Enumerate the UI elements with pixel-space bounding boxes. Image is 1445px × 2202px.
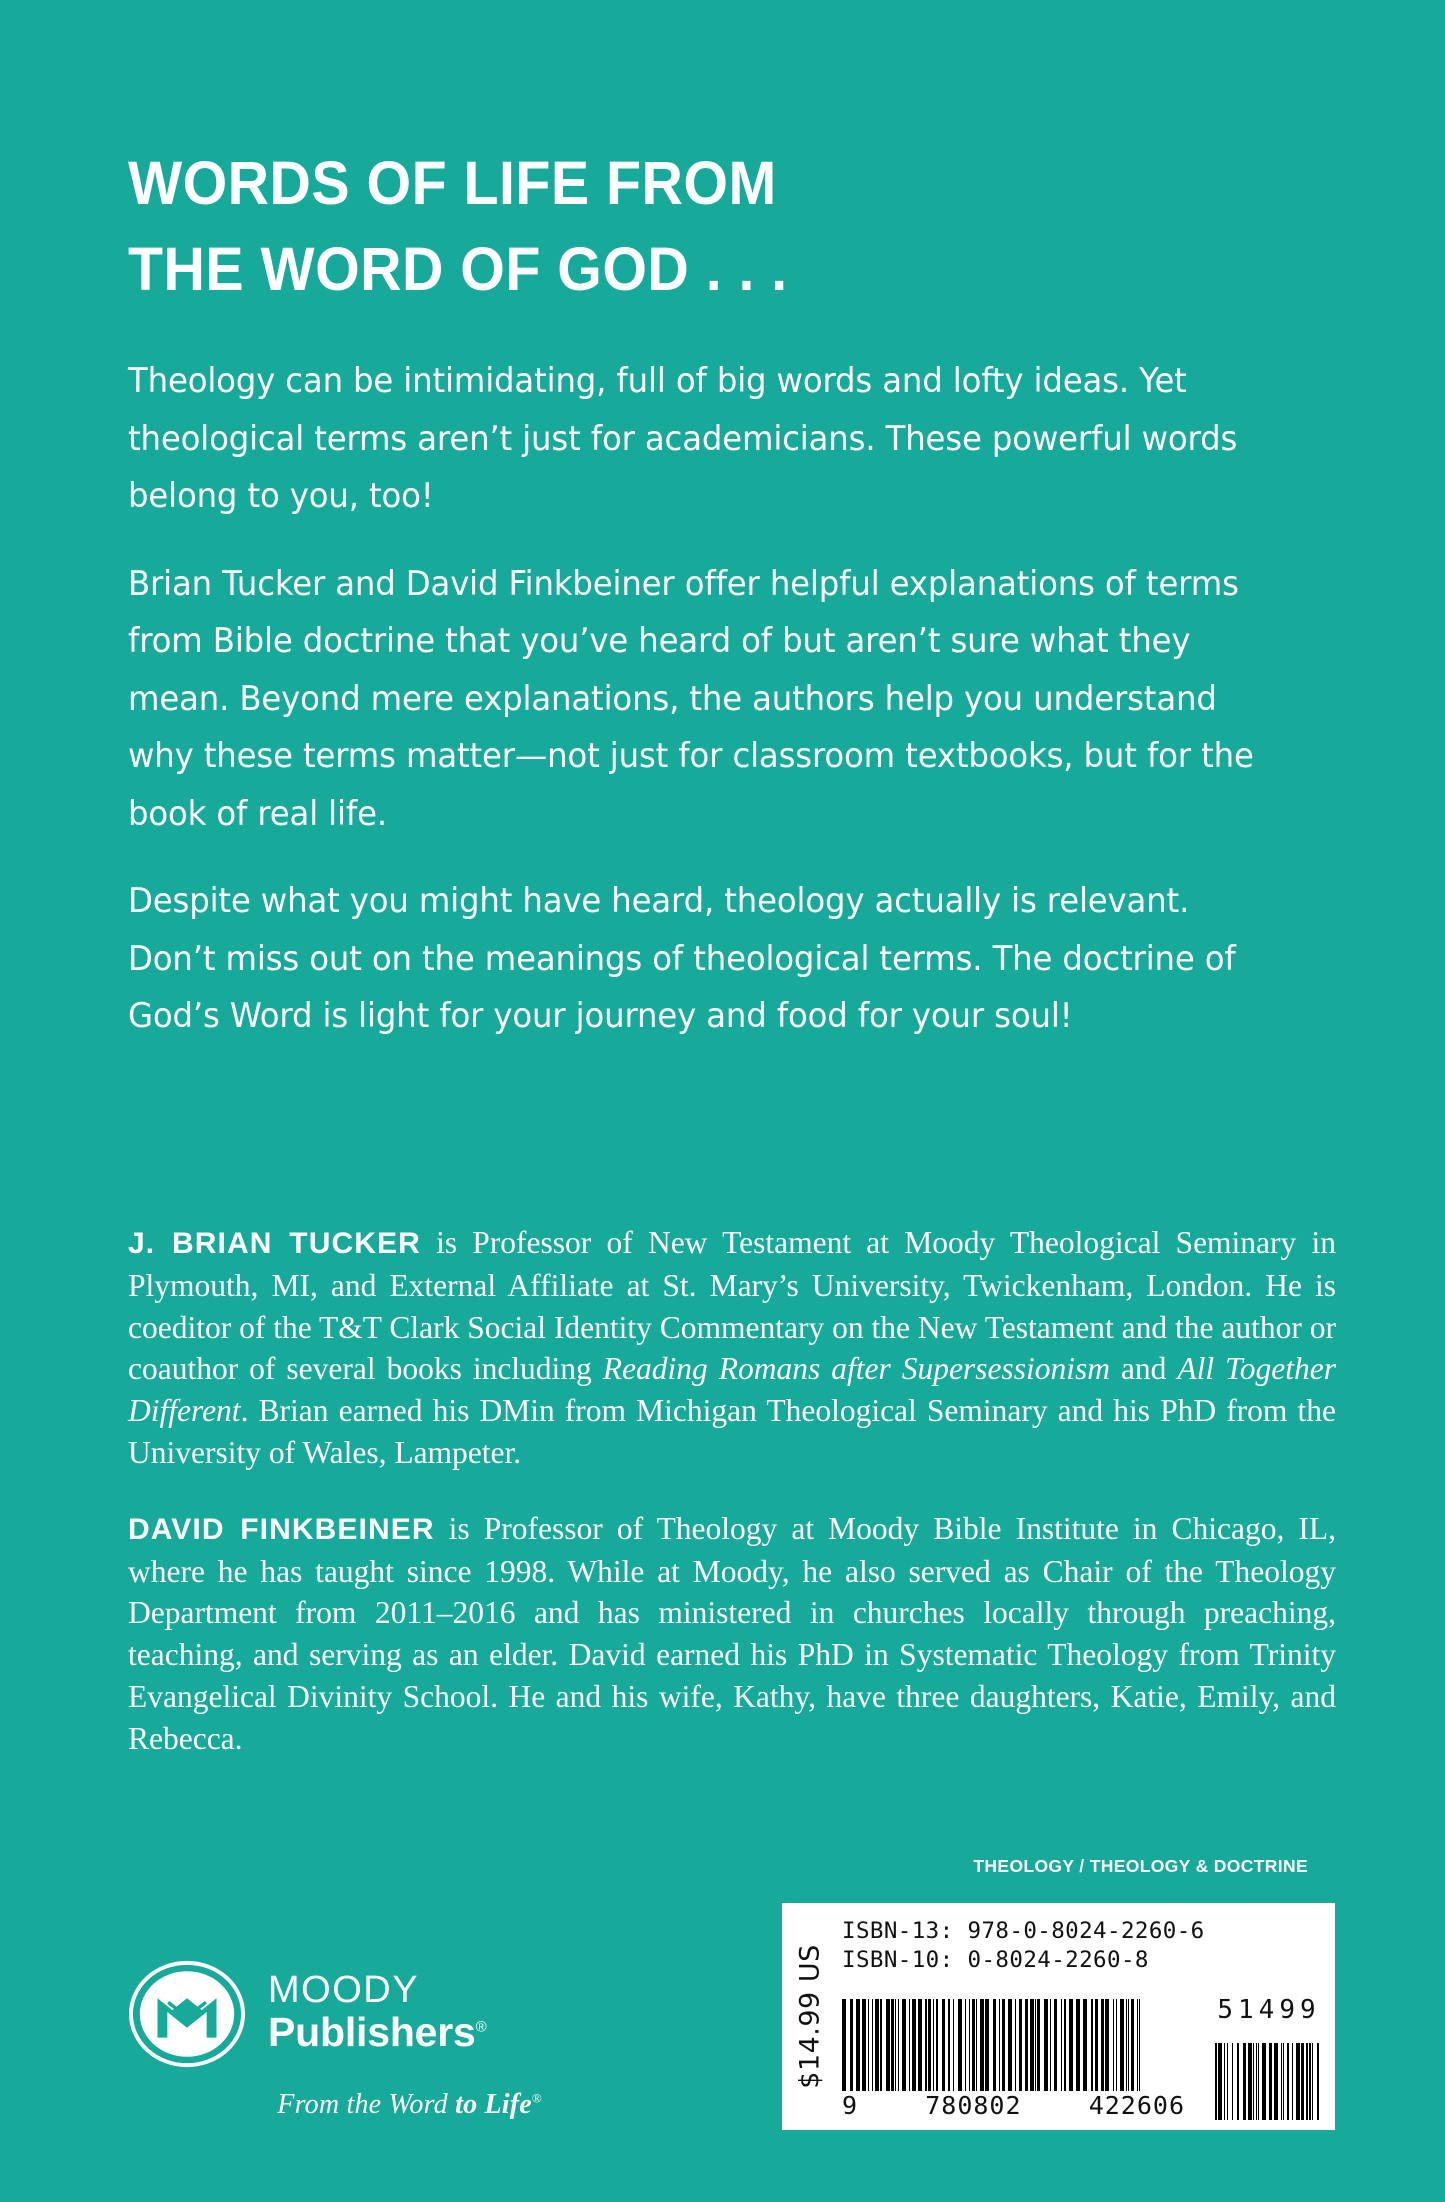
marketing-copy xyxy=(128,352,1308,1045)
barcode-content xyxy=(838,1903,1335,2130)
book-title-all-together-different: All Together Different xyxy=(128,1351,1336,1429)
bio-text-3: . Brian earned his DMin from Michigan Theological Seminary and his PhD from the University of Wales, Lampeter. xyxy=(128,1393,1336,1470)
ean-digit-lead: 9 xyxy=(842,2091,859,2120)
isbn13-line xyxy=(842,1917,1323,1946)
tagline-registered-mark-icon: ® xyxy=(531,2090,542,2106)
addon-human-readable: 51499 xyxy=(1217,1995,1321,2025)
publisher-name-line2-wrap xyxy=(268,2009,486,2056)
author-bio-finkbeiner xyxy=(128,1508,1336,1760)
book-title-reading-romans: Reading Romans after Supersessionism xyxy=(602,1351,1110,1387)
author-bios xyxy=(128,1222,1336,1760)
moody-m-oval-logo-icon xyxy=(128,1955,246,2073)
publisher-tagline xyxy=(128,2089,548,2121)
publisher-wordmark xyxy=(268,1971,486,2056)
ean5-bar-strip xyxy=(1215,2028,1323,2120)
ean13-barcode xyxy=(842,1999,1189,2120)
bio-text-1: is Professor of New Testament at Moody Theological Seminary in Plymouth, MI, and External Affiliate at St. Mary’s University, Twickenham, London. He is coeditor of the T&T Clark Social Identity Commentary on the New Testament and the author or coauthor of several books including xyxy=(128,1225,1336,1387)
intro-paragraph-2: Brian Tucker and David Finkbeiner offer helpful explanations of terms from Bible doctrine that you’ve heard of but aren’t sure what they mean. Beyond mere explanations, the authors help you understand why these terms matter—not just for classroom textbooks, but for the book of real life. xyxy=(128,563,1254,833)
isbn10-label: ISBN-10: xyxy=(842,1947,954,1973)
barcode-bars-row xyxy=(842,1981,1323,2120)
isbn-lines xyxy=(842,1917,1323,1975)
bio-text-2: and xyxy=(1109,1351,1178,1387)
ean5-addon-barcode xyxy=(1215,1993,1323,2120)
page-title xyxy=(128,140,1237,312)
ean13-human-readable xyxy=(842,2091,1189,2120)
price-rotated xyxy=(782,1903,838,2130)
bisac-category: THEOLOGY / THEOLOGY & DOCTRINE xyxy=(973,1856,1308,1876)
author-name-finkbeiner: DAVID FINKBEINER xyxy=(128,1512,435,1546)
headline-line-1: WORDS OF LIFE FROM xyxy=(128,149,777,217)
isbn10-line xyxy=(842,1946,1323,1975)
price-label: $14.99 US xyxy=(794,1944,826,2089)
tagline-part1: From the Word xyxy=(277,2089,456,2120)
publisher-name-line1: MOODY xyxy=(268,1969,420,2012)
publisher-name-line2: Publishers xyxy=(268,2009,476,2056)
tagline-bold: to Life xyxy=(455,2089,532,2120)
headline-line-2: THE WORD OF GOD . . . xyxy=(128,235,788,303)
bio-text-finkbeiner: is Professor of Theology at Moody Bible Institute in Chicago, IL, where he has taught since 1998. While at Moody, he also served as Chair of the Theology Department from 2011–2016 and has ministered in churches locally through preaching, teaching, and serving as an elder. David earned his PhD in Systematic Theology from Trinity Evangelical Divinity School. He and his wife, Kathy, have three daughters, Katie, Emily, and Rebecca. xyxy=(128,1510,1336,1756)
intro-paragraph-1: Theology can be intimidating, full of big words and lofty ideas. Yet theological terms aren’t just for academicians. These powerful words belong to you, too! xyxy=(128,361,1238,515)
isbn13-label: ISBN-13: xyxy=(842,1918,954,1944)
isbn13-value: 978-0-8024-2260-6 xyxy=(967,1918,1205,1944)
ean13-bar-strip xyxy=(842,1999,1189,2091)
isbn10-value: 0-8024-2260-8 xyxy=(967,1947,1149,1973)
ean-digits-left: 780802 xyxy=(925,2091,1022,2120)
publisher-logo-block xyxy=(128,1955,548,2121)
intro-paragraph-3: Despite what you might have heard, theology actually is relevant. Don’t miss out on the meanings of theological terms. The doctrine of God’s Word is light for your journey and food for your soul! xyxy=(128,881,1236,1035)
author-name-tucker: J. BRIAN TUCKER xyxy=(128,1227,421,1260)
barcode-panel xyxy=(782,1903,1335,2130)
author-bio-tucker xyxy=(128,1222,1336,1474)
registered-mark-icon: ® xyxy=(475,2018,487,2036)
ean-digits-right: 422606 xyxy=(1088,2091,1185,2120)
